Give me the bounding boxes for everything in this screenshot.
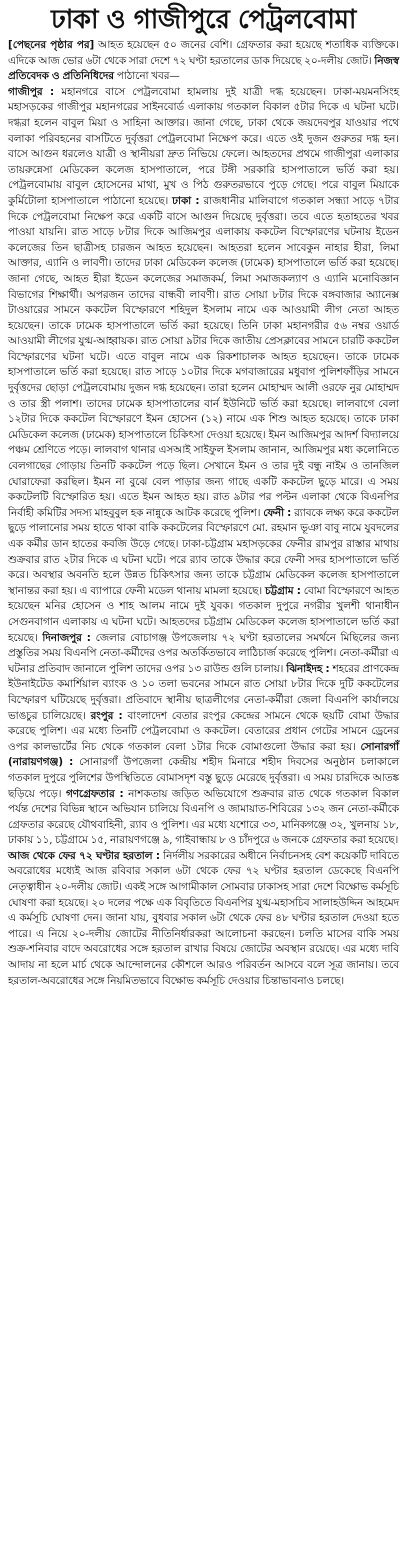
lead-text-2: পাঠানো খবর—: [113, 70, 180, 83]
article-body: [8, 38, 399, 989]
place-chattogram: চট্টগ্রাম :: [264, 584, 301, 597]
section-text-chattogram: বোমা বিস্ফোরণে আহত হয়েছেন মনির হোসেন ও শাহ আলম নামে দুই যুবক। গতকাল দুপুরে নগরীর খুলশী থানাধীন সেগুনবাগান এলাকায় এ ঘটনা ঘটে। আহতদের চট্টগ্রাম মেডিকেল কলেজ হাসপাতালে ভর্তি করা হয়েছে।: [8, 584, 399, 644]
section-text-hartal: নির্দলীয় সরকারের অধীনে নির্বাচনসহ বেশ কয়েকটি দাবিতে অবরোধের মধ্যেই আজ রবিবার সকাল ৬টা থেকে ফের ৭২ ঘণ্টার হরতাল ডেকেছে বিএনপি নেতৃত্বাধীন ২০-দলীয় জোট। একই সঙ্গে আগামীকাল সোমবার ঢাকাসহ সারা দেশে বিক্ষোভ কর্মসূচি ঘোষণা করা হয়েছে। ২০ দলের পক্ষে এক বিবৃতিতে বিএনপির যুগ্ম-মহাসচিব সালাহউদ্দিন আহমেদ এ কর্মসূচি ঘোষণা দেন। জানা যায়, বুধবার সকাল ৬টা থেকে ফের ৪৮ ঘণ্টার হরতাল দেওয়া হতে পারে। এ নিয়ে ২০-দলীয় জোটের নীতিনির্ধারকরা আলোচনা করছেন। চলতি মাসের বাকি সময় শুক্র-শনিবার বাদে অবরোধের সঙ্গে হরতাল রাখার বিষয়ে জোটের অবস্থান রয়েছে। এর মধ্যে দাবি আদায় না হলে মার্চ থেকে আন্দোলনের কৌশলে আরও পরিবর্তন আসবে বলে সূত্র জানায়। তবে হরতাল-অবরোধের সঙ্গে নিয়মিতভাবে বিক্ষোভ কর্মসূচি দেওয়ার চিন্তাভাবনাও চলছে।: [8, 849, 399, 987]
place-feni: ফেনী :: [263, 506, 292, 519]
section-text-mass-arrest: নাশকতায় জড়িত অভিযোগে শুক্রবার রাত থেকে গতকাল বিকাল পর্যন্ত দেশের বিভিন্ন স্থানে অভিযান চালিয়ে বিএনপি ও জামায়াত-শিবিরের ১৩২ জন নেতা-কর্মীকে গ্রেফতার করেছে যৌথবাহিনী, র‌্যাব ও পুলিশ। এর মধ্যে যশোরে ৩৩, মানিকগঞ্জে ৩২, খুলনায় ১৮, ঢাকায় ১১, চট্টগ্রামে ১৫, নারায়ণগঞ্জে ৯, গাইবান্ধায় ৮ ও চাঁদপুরে ৬ জনকে গ্রেফতার করা হয়েছে।: [8, 787, 400, 847]
section-text-dinajpur: জেলার বোচাগঞ্জ উপজেলায় ৭২ ঘণ্টা হরতালের সমর্থনে মিছিলের জন্য প্রস্তুতির সময় বিএনপি নেতা-কর্মীদের ওপর অতর্কিতভাবে লাঠিচার্জ করেছে পুলিশ। নেতা-কর্মীরা এ ঘটনার প্রতিবাদ জানালে পুলিশ তাদের ওপর ১৩ রাউন্ড গুলি চালায়।: [8, 631, 399, 675]
place-dhaka: ঢাকা :: [172, 194, 200, 207]
lead-text: আহত হয়েছেন ৫০ জনের বেশি। গ্রেফতার করা হয়েছে শতাধিক ব্যক্তিকে। এদিকে আজ ভোর ৬টা থেকে সারা দেশে ৭২ ঘণ্টা হরতালের ডাক দিয়েছে ২০-দলীয় জোট।: [8, 39, 399, 67]
byline: নিজস্ব প্রতিবেদক ও প্রতিনিধিদের: [8, 54, 399, 83]
place-sonargaon: সোনারগাঁ (নারায়ণগঞ্জ) :: [8, 740, 399, 769]
place-dinajpur: দিনাজপুর :: [42, 631, 91, 644]
place-jhenaidah: ঝিনাইদহ :: [286, 662, 330, 675]
headline: ঢাকা ও গাজীপুরে পেট্রলবোমা: [51, 5, 356, 35]
section-text-dhaka: রাজধানীর মালিবাগে গতকাল সন্ধ্যা সাড়ে ৭টার দিকে পেট্রলবোমা নিক্ষেপ করে একটি বাসে আগুন দিয়েছে দুর্বৃত্তরা। তবে এতে হতাহতের খবর পাওয়া যায়নি। রাত সাড়ে ৮টার দিকে আজিমপুর এলাকায় ককটেল বিস্ফোরণের ঘটনায় ইডেন কলেজের তিন ছাত্রীসহ চারজন আহত হয়েছেন। আহতরা হলেন সাবেকুন নাহার হীরা, লিমা আক্তার, এ্যানি ও লাবণী। তাদের ঢাকা মেডিকেল কলেজ (ঢামেক) হাসপাতালে ভর্তি করা হয়েছে। জানা গেছে, আহত হীরা ইডেন কলেজের সমাজকর্ম, লিমা সমাজকল্যাণ ও এ্যানি মনোবিজ্ঞান বিভাগের শিক্ষার্থী। অপরজন তাদের বান্ধবী লাবণী। রাত সোয়া ৮টার দিকে বঙ্গবাজার অ্যানেক্স টাওয়ারের সামনে ককটেল বিস্ফোরণে শহিদুল ইসলাম নামে এক আওয়ামী লীগ নেতা আহত হয়েছেন। তাকে ঢামেক হাসপাতালে ভর্তি করা হয়েছে। তিনি ঢাকা মহানগরীর ৫৬ নম্বর ওয়ার্ড আওয়ামী লীগের যুগ্ম-আহ্বায়ক। রাত সোয়া ৯টার দিকে জাতীয় প্রেসক্লাবের সামনে চারটি ককটেল বিস্ফোরণের ঘটনা ঘটে। এতে বাবুল নামে এক রিকশাচালক আহত হয়েছেন। তাকে ঢামেক হাসপাতালে ভর্তি করা হয়েছে। রাত সাড়ে ১০টার দিকে মগবাজারের মধুবাগ পুলিশফাঁড়ির সামনে দুর্বৃত্তদের ছোড়া পেট্রলবোমায় দুজন দগ্ধ হয়েছেন। তারা হলেন মোহাম্মদ আলী ওরফে নুর মোহাম্মদ ও তার স্ত্রী পলাশ। তাদের ঢামেক হাসপাতালের বার্ন ইউনিটে ভর্তি করা হয়েছে। লালবাগে বেলা ১২টার দিকে ককটেল বিস্ফোরণে ইমন হোসেন (১২) নামে এক শিশু আহত হয়েছে। তাকে ঢাকা মেডিকেল কলেজ (ঢামেক) হাসপাতালে চিকিৎসা দেওয়া হয়েছে। ইমন আজিমপুর আদর্শ বিদ্যালয়ে পঞ্চম শ্রেণিতে পড়ে। লালবাগ থানার এসআই সাইফুল ইসলাম জানান, আজিমপুর মধ্য কলোনিতে বেলগাছের গোড়ায় তিনটি ককটেল পড়ে ছিল। সেখানে ইমন ও তার দুই বন্ধু নাইম ও তানজিল ঘোরাফেরা করছিল। ইমন না বুঝে বেল পাড়ার জন্য গাছে একটি ককটেল ছুড়ে মারে। এ সময় ককটেলটি বিস্ফোরিত হয়। এতে ইমন আহত হয়। রাত ৯টার পর পল্টন এলাকা থেকে বিএনপির নির্বাহী কমিটির সদস্য মাহবুবুল হক নান্নুকে আটক করেছে পুলিশ।: [8, 194, 399, 519]
place-mass-arrest: গণগ্রেফতার :: [65, 787, 124, 800]
section-text-jhenaidah: শহরের প্রাণকেন্দ্র ইউনাইটেড কমার্শিয়াল ব্যাংক ও ১০ তলা ভবনের সামনে রাত সোয়া ৮টার দিকে দুটি ককটেলের বিস্ফোরণ ঘটিয়েছে দুর্বৃত্তরা। প্রতিবাদে স্থানীয় ছাত্রলীগের নেতা-কর্মীরা জেলা বিএনপি কার্যালয়ে ভাঙচুর চালিয়েছে।: [8, 662, 400, 722]
section-text-sonargaon: সোনারগাঁ উপজেলা কেন্দ্রীয় শহীদ মিনারে শহীদ দিবসের অনুষ্ঠান চলাকালে গতকাল দুপুরে পুলিশের উপস্থিতিতে বোমাসদৃশ বস্তু ছুড়ে মেরেছে দুর্বৃত্তরা। এ সময় চারদিকে আতঙ্ক ছড়িয়ে পড়ে।: [8, 756, 399, 800]
section-text-feni: র‌্যাবকে লক্ষ্য করে ককটেল ছুড়ে পালানোর সময় হাতে থাকা বাকি ককটেলের বিস্ফোরণে মো. রহমান ভূঞা বাবু নামে যুবদলের এক কর্মীর ডান হাতের কবজি উড়ে গেছে। ঢাকা-চট্টগ্রাম মহাসড়কের ফেনীর রামপুর রাস্তার মাথায় শুক্রবার রাত ২টার দিকে এ ঘটনা ঘটে। পরে র‌্যাব তাকে উদ্ধার করে ফেনী সদর হাসপাতালে ভর্তি করে। অবস্থার অবনতি হলে উন্নত চিকিৎসার জন্য তাকে চট্টগ্রাম মেডিকেল কলেজ হাসপাতালে স্থানান্তর করা হয়। এ ব্যাপারে ফেনী মডেল থানায় মামলা হয়েছে।: [8, 506, 399, 597]
place-hartal: আজ থেকে ফের ৭২ ঘণ্টার হরতাল :: [8, 849, 160, 862]
section-text-rangpur: বাংলাদেশ বেতার রংপুর কেন্দ্রের সামনে থেকে ছয়টি বোমা উদ্ধার করেছে পুলিশ। এর মধ্যে তিনটি পেট্রলবোমা ও ককটেল। বেতারের প্রধান গেটের সামনে ড্রেনের ওপর কালভার্টের নিচ থেকে গতকাল বেলা ১টার দিকে বোমাগুলো উদ্ধার করা হয়।: [8, 709, 399, 753]
place-gazipur: গাজীপুর :: [8, 85, 55, 98]
place-rangpur: রংপুর :: [90, 709, 123, 722]
section-text-gazipur: মহানগরে বাসে পেট্রলবোমা হামলায় দুই যাত্রী দগ্ধ হয়েছেন। ঢাকা-ময়মনসিংহ মহাসড়কের গাজীপুর মহানগরের সাইনবোর্ড এলাকায় গতকাল বিকাল ৫টার দিকে এ ঘটনা ঘটে। দগ্ধরা হলেন বাবুল মিয়া ও সাহিনা আক্তার। জানা গেছে, ঢাকা থেকে জয়দেবপুর যাওয়ার পথে বলাকা পরিবহনের বাসটিতে দুর্বৃত্তরা পেট্রলবোমা নিক্ষেপ করে। এতে ওই দুজন গুরুতর দগ্ধ হন। বাসে আগুন ধরলেও যাত্রী ও স্থানীয়রা দ্রুত নিভিয়ে ফেলে। আহতদের প্রথমে গাজীপুরা এলাকার তায়রুন্নেসা মেডিকেল কলেজ হাসপাতালে, পরে টঙ্গী সরকারি হাসপাতালে ভর্তি করা হয়। পেট্রলবোমায় বাবুল হোসেনের মাথা, মুখ ও পিঠ গুরুতরভাবে পুড়ে গেছে। পরে বাবুল মিয়াকে কুর্মিটোলা হাসপাতালে পাঠানো হয়েছে।: [8, 85, 399, 207]
continued-marker: [পেছনের পৃষ্ঠার পর]: [8, 39, 95, 51]
